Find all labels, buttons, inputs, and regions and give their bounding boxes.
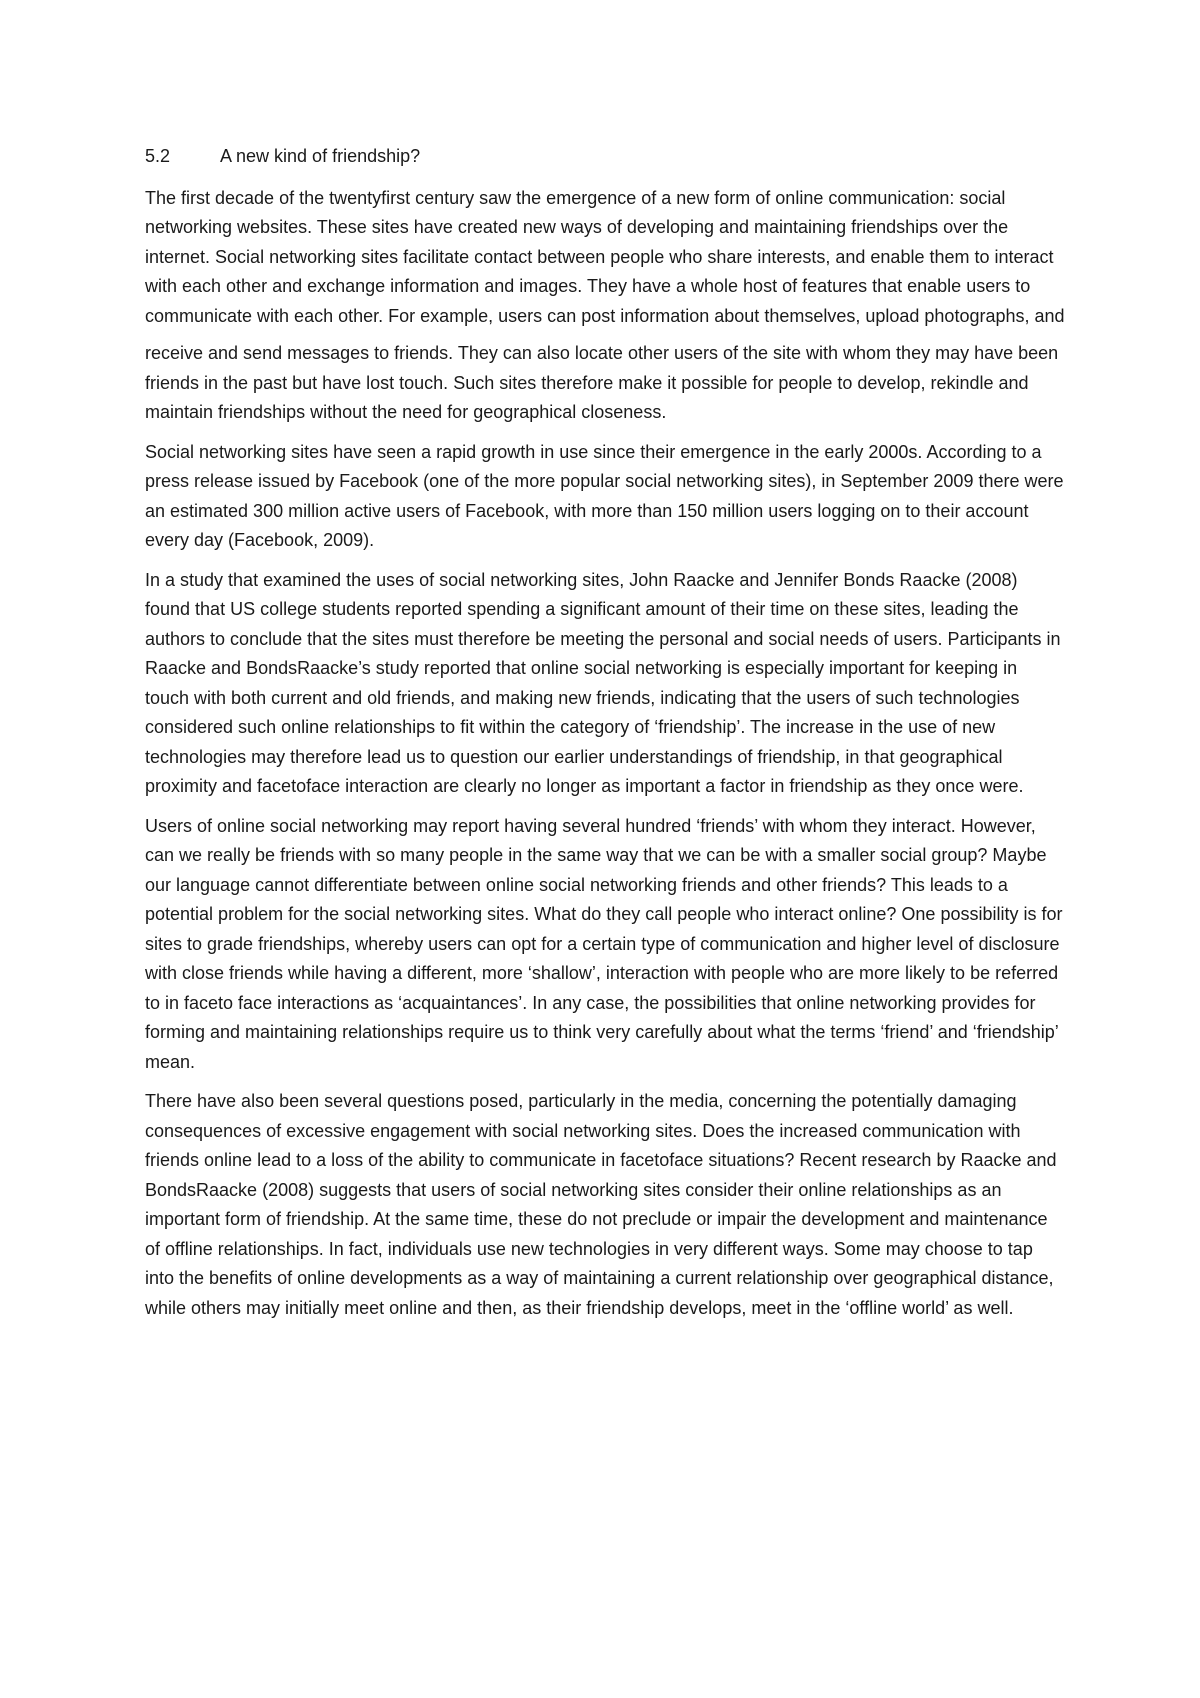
paragraph-6: There have also been several questions posed, particularly in the media, concerning the potentially damaging consequences of excessive engagement with social networking sites. Does the increased communication with friends online lead to a loss of the ability to communicate in facetoface situations? Recent research by Raacke and BondsRaacke (2008) suggests that users of social networking sites consider their online relationships as an important form of friendship. At the same time, these do not preclude or impair the development and maintenance of offline relationships. In fact, individuals use new technologies in very different ways. Some may choose to tap into the benefits of online developments as a way of maintaining a current relationship over geographical distance, while others may initially meet online and then, as their friendship develops, meet in the ‘offline world’ as well. — [145, 1091, 1057, 1318]
paragraph-4: In a study that examined the uses of social networking sites, John Raacke and Jennifer Bonds Raacke (2008) found that US college students reported spending a significant amount of their time on these sites, leading the authors to conclude that the sites must therefore be meeting the personal and social needs of users. Participants in Raacke and BondsRaacke’s study reported that online social networking is especially important for keeping in touch with both current and old friends, and making new friends, indicating that the users of such technologies considered such online relationships to fit within the category of ‘friendship’. The increase in the use of new technologies may therefore lead us to question our earlier understandings of friendship, in that geographical proximity and facetoface interaction are clearly no longer as important a factor in friendship as they once were. — [145, 569, 1061, 796]
paragraph-3: Social networking sites have seen a rapid growth in use since their emergence in the early 2000s. According to a press release issued by Facebook (one of the more popular social networking sites), in September 2009 there were an estimated 300 million active users of Facebook, with more than 150 million users logging on to their account every day (Facebook, 2009). — [145, 441, 1064, 550]
paragraph-5: Users of online social networking may report having several hundred ‘friends’ with whom they interact. However, can we really be friends with so many people in the same way that we can be with a smaller social group? Maybe our language cannot differentiate between online social networking friends and other friends? This leads to a potential problem for the social networking sites. What do they call people who interact online? One possibility is for sites to grade friendships, whereby users can opt for a certain type of communication and higher level of disclosure with close friends while having a different, more ‘shallow’, interaction with people who are more likely to be referred to in faceto face interactions as ‘acquaintances’. In any case, the possibilities that online networking provides for forming and maintaining relationships require us to think very carefully about what the terms ‘friend’ and ‘friendship’ mean. — [145, 815, 1063, 1072]
document-body — [145, 142, 1065, 1333]
paragraph-2: receive and send messages to friends. They can also locate other users of the site with whom they may have been friends in the past but have lost touch. Such sites therefore make it possible for people to develop, rekindle and maintain friendships without the need for geographical closeness. — [145, 343, 1059, 422]
section-heading — [145, 142, 1065, 172]
section-number: 5.2 — [145, 146, 171, 166]
section-title: A new kind of friendship? — [220, 146, 421, 166]
paragraph-1: The first decade of the twentyfirst century saw the emergence of a new form of online communication: social networking websites. These sites have created new ways of developing and maintaining friendships over the internet. Social networking sites facilitate contact between people who share interests, and enable them to interact with each other and exchange information and images. They have a whole host of features that enable users to communicate with each other. For example, users can post information about themselves, upload photographs, and — [145, 187, 1065, 326]
